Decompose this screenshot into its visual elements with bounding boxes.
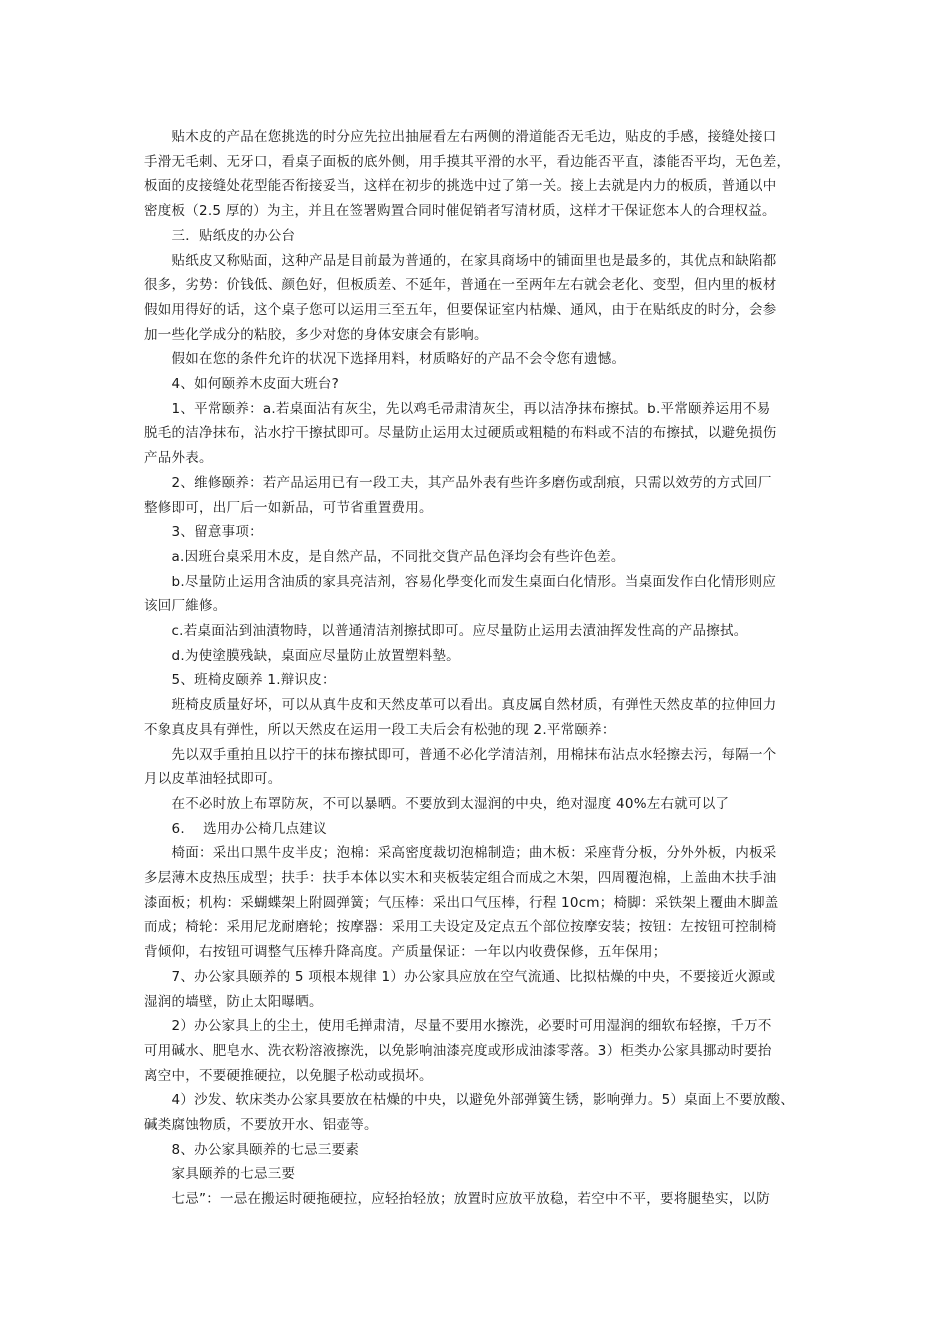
- text-line: 5、班椅皮颐养 1.辩识皮：: [144, 672, 336, 689]
- text-line: 脱毛的洁净抹布，沾水拧干擦拭即可。尽量防止运用太过硬质或粗糙的布料或不洁的布擦拭，以避免损伤: [144, 425, 777, 442]
- text-line: 贴木皮的产品在您挑选的时分应先拉出抽屉看左右两侧的滑道能否无毛边，贴皮的手感，接缝处接口: [144, 129, 777, 145]
- text-line: 椅面：采出口黑牛皮半皮；泡棉：采高密度裁切泡棉制造；曲木板：采座背分板，分外外板，内板采: [144, 845, 777, 862]
- text-line: 三．贴纸皮的办公台: [144, 227, 296, 244]
- text-line: 3、留意事项：: [144, 524, 263, 541]
- text-line: c.若桌面沾到油漬物時，以普通清洁剂擦拭即可。应尽量防止运用去漬油挥发性高的产品擦拭。: [144, 623, 748, 639]
- text-line: 该回厂維修。: [144, 598, 227, 615]
- text-line: 可用碱水、肥皂水、洗衣粉溶液擦洗，以免影响油漆亮度或形成油漆零落。3）柜类办公家具挪动时要抬: [144, 1042, 772, 1059]
- text-line: a.因班台桌采用木皮，是自然产品，不同批交貨产品色泽均会有些许色差。: [144, 548, 625, 565]
- text-line: 家具颐养的七忌三要: [144, 1166, 296, 1183]
- text-line: 整修即可，出厂后一如新品，可节省重置费用。: [144, 499, 433, 516]
- text-line: 而成；椅轮：采用尼龙耐磨轮；按摩器：采用工夫设定及定点五个部位按摩安装；按钮：左按钮可控制椅: [144, 919, 777, 936]
- text-line: 2）办公家具上的尘土，使用毛掸肃清，尽量不要用水擦洗，必要时可用湿润的细软布轻擦，千万不: [144, 1018, 772, 1035]
- text-line: d.为使塗膜残缺，桌面应尽量防止放置塑料墊。: [144, 647, 460, 664]
- text-line: 七忌”：一忌在搬运时硬拖硬拉，应轻抬轻放；放置时应放平放稳，若空中不平，要将腿垫实，以防: [144, 1191, 770, 1208]
- text-line: 板面的皮接缝处花型能否衔接妥当，这样在初步的挑选中过了第一关。接上去就是内力的板质，普通以中: [144, 178, 777, 195]
- text-line: 1、平常颐养：a.若桌面沾有灰尘，先以鸡毛帚肃清灰尘，再以洁净抹布擦拭。b.平常颐养运用不易: [144, 400, 771, 417]
- text-line: 背倾仰，右按钮可调整气压棒升降高度。产质量保证：一年以内收费保修，五年保用；: [144, 944, 667, 961]
- text-line: b.尽量防止运用含油质的家具亮洁剂，容易化學变化而发生桌面白化情形。当桌面发作白化情形则应: [144, 573, 777, 590]
- text-line: 不象真皮具有弹性，所以天然皮在运用一段工夫后会有松弛的现 2.平常颐养：: [144, 721, 616, 738]
- text-line: 先以双手重拍且以拧干的抹布擦拭即可，普通不必化学清洁剂，用棉抹布沾点水轻擦去污，每隔一个: [144, 746, 777, 763]
- text-line: 7、办公家具颐养的 5 项根本规律 1）办公家具应放在空气流通、比拟枯燥的中央，不要接近火源或: [144, 968, 776, 985]
- text-line: 2、维修颐养：若产品运用已有一段工夫，其产品外表有些许多磨伤或刮痕，只需以效劳的方式回厂: [144, 474, 772, 491]
- text-line: 月以皮革油轻拭即可。: [144, 771, 282, 788]
- text-line: 湿润的墙壁，防止太阳曝晒。: [144, 993, 323, 1010]
- text-line: 6. 选用办公椅几点建议: [144, 820, 327, 837]
- text-line: 离空中，不要硬推硬拉，以免腿子松动或损坏。: [144, 1067, 433, 1084]
- text-line: 碱类腐蚀物质，不要放开水、铝壶等。: [144, 1117, 378, 1133]
- text-line: 漆面板；机构：采蝴蝶架上附圆弹簧；气压棒：采出口气压棒，行程 10cm；椅脚：采铁架上覆曲木脚盖: [144, 894, 779, 911]
- text-line: 在不必时放上布罩防灰，不可以暴晒。不要放到太湿润的中央，绝对湿度 40%左右就可以了: [144, 795, 730, 812]
- text-line: 4）沙发、软床类办公家具要放在枯燥的中央，以避免外部弹簧生锈，影响弹力。5）桌面上不要放酸、: [144, 1092, 795, 1109]
- text-line: 假如用得好的话，这个桌子您可以运用三至五年，但要保证室内枯燥、通风，由于在贴纸皮的时分，会参: [144, 301, 777, 318]
- text-line: 加一些化学成分的粘胶，多少对您的身体安康会有影响。: [144, 326, 488, 343]
- text-line: 多层薄木皮热压成型；扶手：扶手本体以实木和夹板装定组合而成之木架，四周覆泡棉，上盖曲木扶手油: [144, 870, 777, 886]
- text-line: 班椅皮质量好坏，可以从真牛皮和天然皮革可以看出。真皮属自然材质，有弹性天然皮革的拉伸回力: [144, 697, 777, 714]
- text-line: 贴纸皮又称贴面，这种产品是目前最为普通的，在家具商场中的铺面里也是最多的，其优点和缺陷都: [144, 252, 777, 269]
- text-line: 密度板（2.5 厚的）为主，并且在签署购置合同时催促销者写清材质，这样才干保证您本人的合理权益。: [144, 203, 776, 220]
- text-line: 8、办公家具颐养的七忌三要素: [144, 1141, 360, 1158]
- text-line: 产品外表。: [144, 450, 213, 467]
- text-line: 假如在您的条件允许的状况下选择用料，材质略好的产品不会令您有遗憾。: [144, 351, 626, 368]
- text-line: 很多，劣势：价钱低、颜色好，但板质差、不延年，普通在一至两年左右就会老化、变型，但内里的板材: [144, 277, 777, 294]
- text-line: 手滑无毛刺、无牙口，看桌子面板的底外侧，用手摸其平滑的水平，看边能否平直，漆能否平均，无色差，: [144, 153, 791, 170]
- text-line: 4、如何颐养木皮面大班台?: [144, 376, 340, 392]
